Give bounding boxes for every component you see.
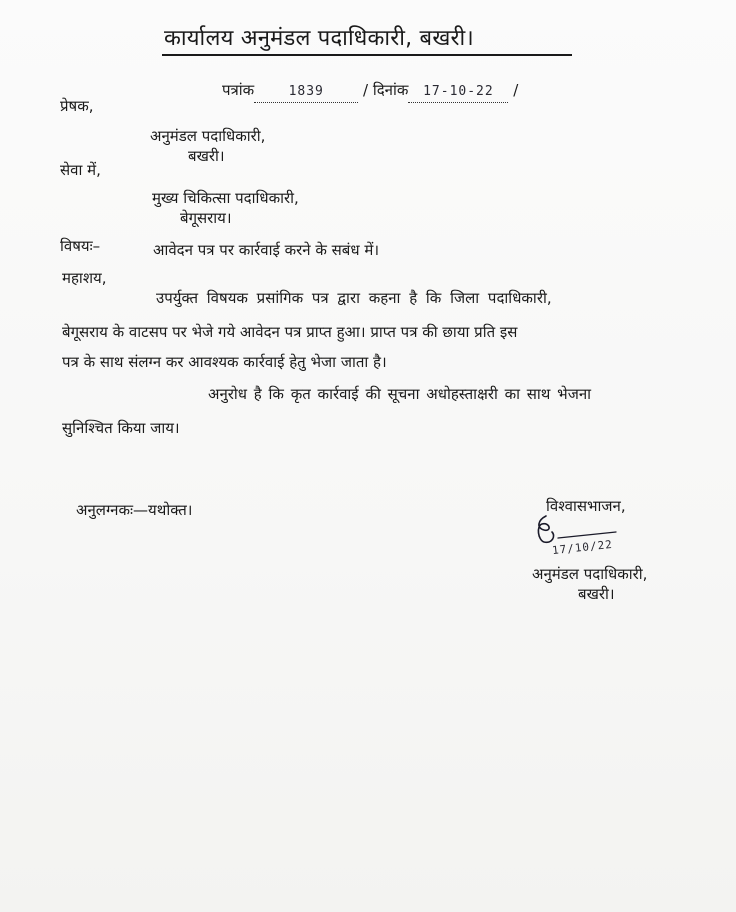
paragraph1-line2: बेगूसराय के वाटसप पर भेजे गये आवेदन पत्र प्राप्त हुआ। प्राप्त पत्र की छाया प्रति इस	[62, 323, 518, 341]
date-suffix: /	[513, 81, 519, 99]
subject-label: विषयः–	[60, 237, 101, 255]
paragraph1-line1: उपर्युक्त विषयक प्रसांगिक पत्र द्वारा कहना है कि जिला पदाधिकारी,	[156, 289, 552, 307]
recipient-label: सेवा में,	[60, 161, 101, 179]
recipient-line1: मुख्य चिकित्सा पदाधिकारी,	[152, 189, 299, 207]
paragraph2-line1: अनुरोध है कि कृत कार्रवाई की सूचना अधोहस्ताक्षरी का साथ भेजना	[208, 385, 592, 403]
signatory-line2: बखरी।	[578, 585, 615, 603]
paragraph1-line3: पत्र के साथ संलग्न कर आवश्यक कार्रवाई हेतु भेजा जाता है।	[62, 353, 387, 371]
sender-label: प्रेषक,	[60, 97, 94, 115]
salutation: महाशय,	[62, 269, 107, 287]
office-title: कार्यालय अनुमंडल पदाधिकारी, बखरी।	[164, 26, 474, 51]
date-label: / दिनांक	[363, 81, 409, 99]
reference-line	[222, 80, 518, 103]
sender-line2: बखरी।	[188, 147, 225, 165]
subject-text: आवेदन पत्र पर कार्रवाई करने के सबंध में।	[153, 241, 380, 259]
signature-date: 17/10/22	[551, 537, 614, 558]
title-underline	[162, 54, 572, 56]
recipient-line2: बेगूसराय।	[180, 209, 232, 227]
ref-number: 1839	[254, 82, 358, 103]
sender-line1: अनुमंडल पदाधिकारी,	[150, 127, 266, 145]
date-value: 17-10-22	[408, 82, 508, 103]
enclosure-note: अनुलग्नकः—यथोक्त।	[76, 501, 193, 519]
ref-label: पत्रांक	[222, 81, 255, 99]
signatory-line1: अनुमंडल पदाधिकारी,	[532, 565, 648, 583]
closing-text: विश्वासभाजन,	[546, 497, 626, 515]
paragraph2-line2: सुनिश्चित किया जाय।	[62, 419, 180, 437]
